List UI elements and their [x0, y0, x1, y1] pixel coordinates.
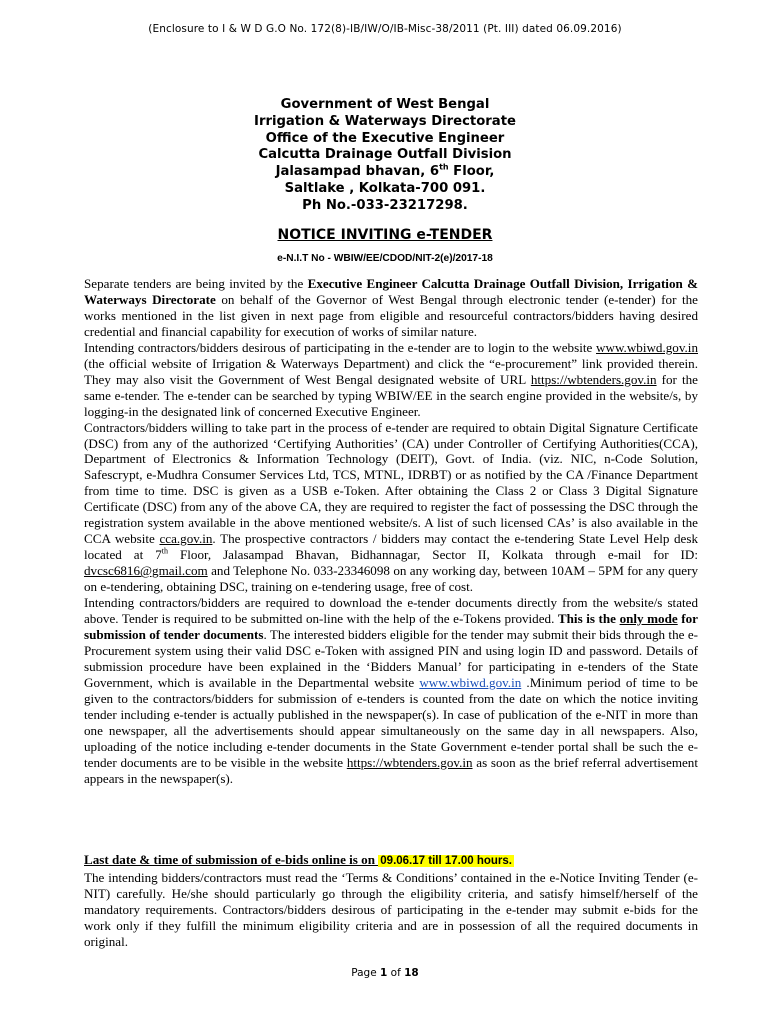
wbtenders-portal-link[interactable]: https://wbtenders.gov.in [346, 754, 473, 770]
page-footer: Page 1 of 18 [351, 967, 419, 979]
office-header [0, 97, 770, 215]
enclosure-reference: (Enclosure to I & W D G.O No. 172(8)-IB/IW/O/IB-Misc-38/2011 (Pt. III) dated 06.09.2016) [148, 23, 622, 35]
wbiwd-link[interactable]: www.wbiwd.gov.in [596, 339, 698, 355]
header-address-building: Jalasampad bhavan, 6th Floor, [275, 162, 495, 180]
notice-body [84, 276, 698, 787]
header-division: Calcutta Drainage Outfall Division [258, 147, 512, 163]
header-directorate: Irrigation & Waterways Directorate [254, 113, 516, 129]
paragraph-invitation: Separate tenders are being invited by the Executive Engineer Calcutta Drainage Outfall Division, Irrigation & Waterways Directorate on behalf of the Governor of West Bengal through electronic tender (e-tender) for the works mentioned in the list given in next page from eligible and resourceful contractors/bidders having desired credential and financial capability for execution of works of similar nature. [84, 276, 698, 339]
helpdesk-email-link[interactable]: dvcsc6816@gmail.com [84, 563, 208, 579]
paragraph-website: Intending contractors/bidders desirous of participating in the e-tender are to login to the website www.wbiwd.gov.in (the official website of Irrigation & Waterways Department) and click the “e-procurement” link provided therein. They may also visit the Government of West Bengal designated website of URL https://wbtenders.gov.in for the same e-tender. The e-tender can be searched by typing WBIW/EE in the search engine provided in the website/s, by logging-in the designated link of concerned Executive Engineer. [84, 339, 698, 419]
paragraph-submission: Intending contractors/bidders are required to download the e-tender documents directly from the website/s stated above. Tender is required to be submitted on-line with the help of the e-Tokens provided. This is the only mode for submission of tender documents. The interested bidders eligible for the tender may submit their bids through the e-Procurement system using their valid DSC e-Token with assigned PIN and using login ID and password. Details of submission procedure have been explained in the ‘Bidders Manual’ for participating in e-tenders of the State Government, which is available in the Departmental website www.wbiwd.gov.in .Minimum period of time to be given to the contractors/bidders for submission of e-tenders is counted from the date on which the notice inviting tender including e-tender is actually published in the newspaper(s). In case of publication of the e-NIT in more than one newspaper, all the advertisements should appear simultaneously on the same day in all newspapers. Also, uploading of the notice including e-tender documents in the State Government e-tender portal shall be such the e-tender documents are to be visible in the website https://wbtenders.gov.in as soon as the brief referral advertisement appears in the newspaper(s). [84, 595, 698, 786]
wbiwd-department-link[interactable]: www.wbiwd.gov.in [419, 674, 522, 690]
last-date-line [84, 852, 698, 870]
last-date-section [84, 852, 698, 950]
header-phone: Ph No.-033-23217298. [302, 197, 468, 213]
last-date-instructions: The intending bidders/contractors must read the ‘Terms & Conditions’ contained in the e-Notice Inviting Tender (e-NIT) carefully. He/she should particularly go through the eligibility criteria, and satisfy himself/herself of the mandatory requirements. Contractors/bidders desirous of participating in the e-tender may submit e-bids for the work only if they fulfill the minimum eligibility criteria and are in possession of all the required documents in original. [84, 869, 698, 949]
nit-number: e-N.I.T No - WBIW/EE/CDOD/NIT-2(e)/2017-18 [277, 253, 493, 264]
notice-title: NOTICE INVITING e-TENDER [277, 227, 493, 243]
last-date-value: 09.06.17 till 17.00 hours. [380, 855, 512, 867]
header-government: Government of West Bengal [280, 97, 490, 112]
header-office: Office of the Executive Engineer [265, 130, 505, 146]
header-address-city: Saltlake , Kolkata-700 091. [284, 180, 486, 196]
paragraph-dsc: Contractors/bidders willing to take part in the process of e-tender are required to obtain Digital Signature Certificate (DSC) from any of the authorized ‘Certifying Authorities’ (CA) under Controller of Certifying Authorities(CCA), Department of Electronics & Information Technology (DEIT), Govt. of India. (viz. NIC, n-Code Solution, Safescrypt, e-Mudhra Consumer Services Ltd, TCS, MTNL, IDRBT) or as notified by the CA /Finance Department from time to time. DSC is given as a USB e-Token. After obtaining the Class 2 or Class 3 Digital Signature Certificate (DSC) from any of the above CA, they are required to register the fact of possessing the DSC through the registration system available in the above mentioned website/s. A list of such licensed CAs’ is also available in the CCA website cca.gov.in. The prospective contractors / bidders may contact the e-tendering State Level Help desk located at 7th Floor, Jalasampad Bhavan, Bidhannagar, Sector II, Kolkata through e-mail for ID: dvcsc6816@gmail.com and Telephone No. 033-23346098 on any working day, between 10AM – 5PM for any query on e-tendering, obtaining DSC, training on e-tendering usage, free of cost. [84, 419, 699, 595]
last-date-heading: Last date & time of submission of e-bids online is on [84, 852, 379, 867]
cca-link[interactable]: cca.gov.in [159, 531, 213, 547]
wbtenders-link[interactable]: https://wbtenders.gov.in [530, 371, 657, 387]
